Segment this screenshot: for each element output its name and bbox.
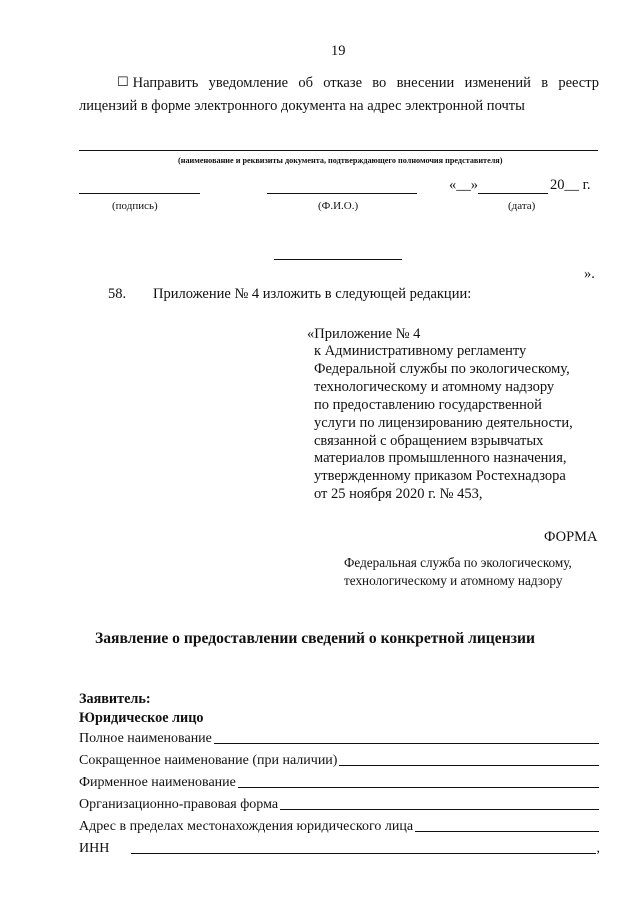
- page-number: 19: [331, 43, 346, 59]
- notify-line-2: лицензий в форме электронного документа на адрес электронной почты: [79, 98, 525, 114]
- item-number: 58.: [108, 286, 127, 302]
- main-title: Заявление о предоставлении сведений о конкретной лицензии: [95, 630, 535, 647]
- service-name: [344, 554, 572, 590]
- appendix-block: [314, 343, 573, 504]
- appendix-title: «Приложение № 4: [307, 326, 421, 342]
- field-address: [79, 817, 600, 835]
- appendix-line: Федеральной службы по экологическому,: [314, 360, 570, 377]
- doc-name-caption: (наименование и реквизиты документа, подтверждающего полномочия представителя): [178, 156, 503, 165]
- date-open-quote: «: [449, 177, 457, 193]
- field-label: Фирменное наименование: [79, 775, 236, 790]
- field-legal-form: [79, 795, 600, 813]
- field-label: ИНН: [79, 841, 110, 856]
- notify-text-line-1: Направить уведомление об отказе во внесении изменений в реестр: [132, 75, 599, 91]
- forma-label: ФОРМА: [544, 529, 598, 545]
- closing-mark: ».: [584, 266, 595, 282]
- fio-line: [267, 193, 417, 194]
- separator-line: [274, 259, 402, 260]
- legal-form-input-line[interactable]: [280, 809, 599, 810]
- date-close-quote: »: [470, 177, 478, 193]
- field-label: Полное наименование: [79, 731, 212, 746]
- service-line-2: технологическому и атомному надзору: [344, 573, 563, 588]
- applicant-subheading: Юридическое лицо: [79, 710, 204, 726]
- field-label: Адрес в пределах местонахождения юридического лица: [79, 819, 414, 834]
- date-year-prefix: 20: [550, 177, 565, 193]
- item-text: Приложение № 4 изложить в следующей редакции:: [153, 286, 472, 302]
- field-full-name: [79, 729, 600, 747]
- checkbox-icon[interactable]: ☐: [117, 75, 129, 90]
- field-label: Организационно-правовая форма: [79, 797, 279, 812]
- doc-name-line: [79, 150, 598, 151]
- fio-caption: (Ф.И.О.): [318, 200, 359, 212]
- short-name-input-line[interactable]: [339, 765, 599, 766]
- appendix-line: услуги по лицензированию деятельности,: [314, 414, 573, 431]
- brand-name-input-line[interactable]: [238, 787, 599, 788]
- appendix-line: технологическому и атомному надзору: [314, 378, 555, 395]
- field-brand-name: [79, 773, 600, 791]
- appendix-line: связанной с обращением взрывчатых: [314, 432, 544, 449]
- field-label: Сокращенное наименование (при наличии): [79, 753, 338, 768]
- field-short-name: [79, 751, 600, 769]
- service-line-1: Федеральная служба по экологическому,: [344, 555, 572, 570]
- appendix-line: материалов промышленного назначения,: [314, 450, 567, 467]
- field-tail: ,: [596, 841, 600, 856]
- date-day-blank: __: [456, 177, 471, 193]
- appendix-line: по предоставлению государственной: [314, 396, 542, 413]
- field-inn: [79, 839, 600, 857]
- full-name-input-line[interactable]: [214, 743, 599, 744]
- date-year-blank: __: [564, 177, 579, 193]
- signature-line: [79, 193, 200, 194]
- date-year-suffix: г.: [582, 177, 591, 193]
- applicant-heading: Заявитель:: [79, 691, 151, 707]
- notify-line-1: [117, 75, 599, 92]
- appendix-line: к Административному регламенту: [314, 343, 527, 359]
- date-month-line: [478, 193, 548, 194]
- date-field: [449, 177, 478, 194]
- address-input-line[interactable]: [415, 831, 599, 832]
- date-caption: (дата): [508, 200, 536, 212]
- date-year: [550, 177, 591, 194]
- appendix-line: утвержденному приказом Ростехнадзора: [314, 468, 566, 485]
- signature-caption: (подпись): [112, 200, 158, 212]
- inn-input-line[interactable]: [131, 853, 595, 854]
- appendix-line: от 25 ноября 2020 г. № 453,: [314, 486, 483, 503]
